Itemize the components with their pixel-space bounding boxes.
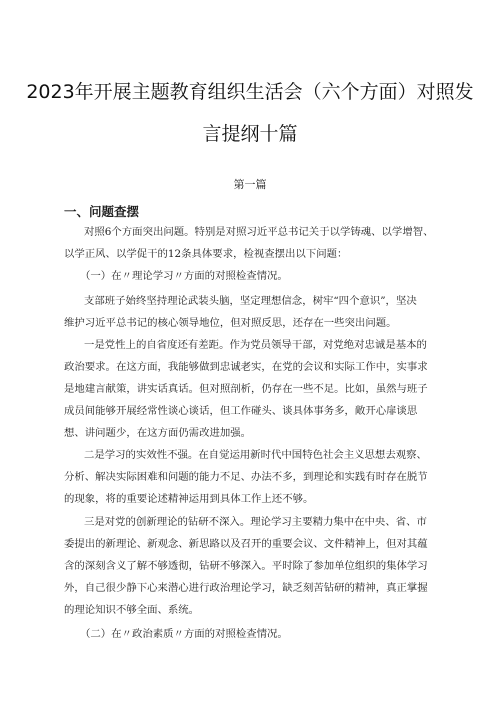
paragraph-line: 二是学习的实效性不强。在自觉运用新时代中国特色社会主义思想去观察、	[84, 449, 427, 461]
paragraph-line: 维护习近平总书记的核心领导地位，但对照反思，还存在一些突出问题。	[64, 317, 397, 329]
section-heading: 一、问题查摆	[64, 204, 140, 219]
paragraph-line: 一是党性上的自省度还有差距。作为党员领导干部，对党绝对忠诚是基本的	[84, 339, 427, 351]
paragraph-line: 是地建言献策，讲实话真话。但对照剖析，仍存在一些不足。比如，虽然与班子	[64, 383, 428, 395]
paragraph-line: 含的深刻含义了解不够透彻，钻研不够深入。平时除了参加单位组织的集体学习	[64, 560, 428, 572]
paragraph-line: 成员间能够开展经常性谈心谈话，但工作碰头、谈具体事务多，敞开心扉谈思	[64, 405, 418, 417]
document-title-line-1: 2023年开展主题教育组织生活会（六个方面）对照发	[26, 81, 474, 103]
paragraph-line: 以学正风、以学促干的12条具体要求，检视查摆出以下问题：	[64, 248, 348, 260]
paragraph-line: 想、讲问题少，在这方面仍需改进加强。	[64, 427, 252, 439]
subsection-heading: （一）在〃理论学习〃方面的对照检查情况。	[80, 270, 288, 282]
paragraph-line: 委提出的新理论、新观念、新思路以及召开的重要会议、文件精神上，但对其蕴	[64, 538, 428, 550]
paragraph-line: 的理论知识不够全面、系统。	[64, 604, 200, 616]
paragraph-line: 的现象，将的重要论述精神运用到具体工作上还不够。	[64, 493, 314, 505]
paragraph-line: 对照6个方面突出问题。特别是对照习近平总书记关于以学铸魂、以学增智、	[84, 226, 434, 238]
section-subtitle: 第一篇	[233, 178, 267, 191]
paragraph-line: 分析、解决实际困难和问题的能力不足、办法不多，到理论和实践有时存在脱节	[64, 471, 428, 483]
document-title-line-2: 言提纲十篇	[202, 123, 298, 145]
paragraph-line: 三是对党的创新理论的钻研不深入。理论学习主要精力集中在中央、省、市	[84, 516, 427, 528]
paragraph-line: 支部班子始终坚持理论武装头脑，坚定理想信念，树牢“四个意识”，坚决	[84, 295, 417, 307]
paragraph-line: 政治要求。在这方面，我能够做到忠诚老实，在党的会议和实际工作中，实事求	[64, 361, 428, 373]
paragraph-line: 外，自己很少静下心来潜心进行政治理论学习，缺乏刻苦钻研的精神，真正掌握	[64, 582, 428, 594]
subsection-heading: （二）在〃政治素质〃方面的对照检查情况。	[80, 628, 288, 640]
